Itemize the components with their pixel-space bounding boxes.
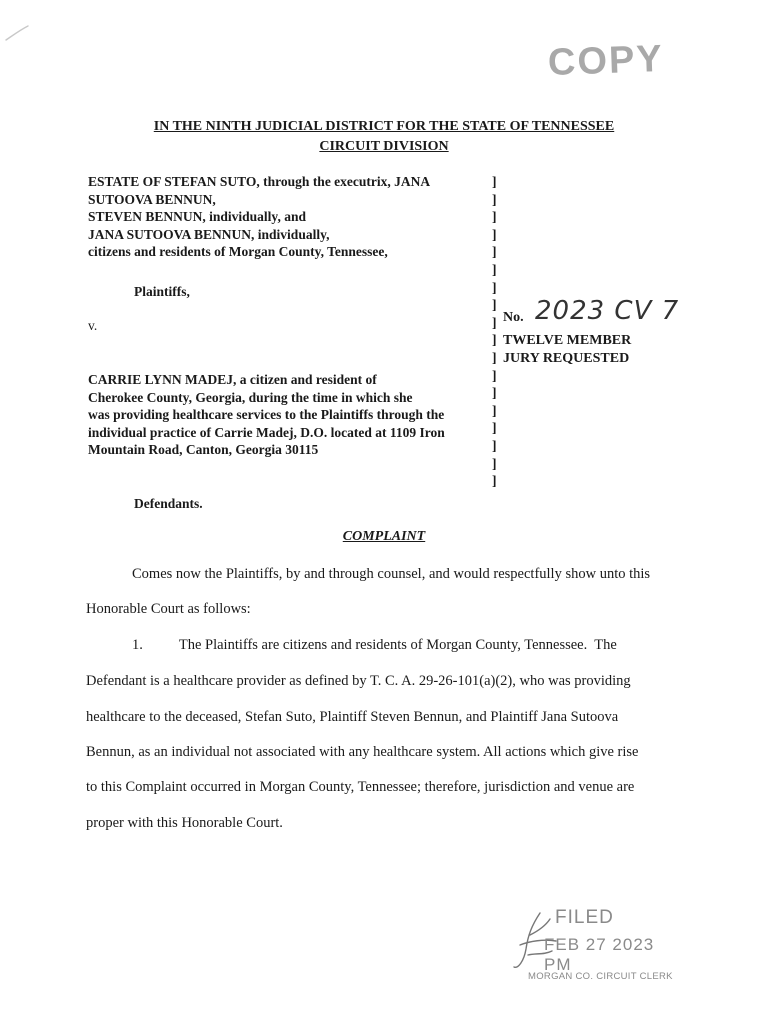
filed-stamp — [510, 905, 680, 995]
plaintiff-line: JANA SUTOOVA BENNUN, individually, — [88, 226, 330, 242]
court-heading: IN THE NINTH JUDICIAL DISTRICT FOR THE STATE OF TENNESSEE — [153, 119, 615, 134]
versus-label: v. — [88, 318, 98, 333]
plaintiff-line: citizens and residents of Morgan County, Tennessee, — [88, 244, 388, 259]
defendant-line: individual practice of Carrie Madej, D.O. located at 1109 Iron — [88, 424, 445, 440]
defendant-line: Cherokee County, Georgia, during the time in which she — [88, 389, 413, 405]
defendants-label: Defendants. — [134, 496, 203, 511]
defendant-line: CARRIE LYNN MADEJ, a citizen and resident of — [88, 372, 377, 387]
plaintiff-line: STEVEN BENNUN, individually, and — [88, 209, 306, 224]
body-line: proper with this Honorable Court. — [86, 815, 283, 831]
defendant-line: Mountain Road, Canton, Georgia 30115 — [88, 442, 319, 457]
copy-stamp: COPY — [547, 37, 665, 85]
body-line: 1. The Plaintiffs are citizens and residents of Morgan County, Tennessee. The — [132, 637, 617, 653]
body-line: Defendant is a healthcare provider as defined by T. C. A. 29-26-101(a)(2), who was providing — [86, 673, 631, 689]
case-number-label: No. — [503, 310, 524, 325]
jury-line: TWELVE MEMBER — [503, 333, 632, 348]
plaintiff-line: SUTOOVA BENNUN, — [88, 191, 216, 207]
complaint-title: COMPLAINT — [342, 529, 426, 544]
body-line: to this Complaint occurred in Morgan County, Tennessee; therefore, jurisdiction and venue are — [86, 779, 635, 795]
court-division: CIRCUIT DIVISION — [319, 139, 449, 154]
case-number-handwritten: 2023 CV 7 — [535, 296, 680, 326]
caption-brackets: ] ] ] ] ] ] ] ] ] ] ] ] ] ] ] ] ] ] — [492, 174, 497, 489]
filed-date: FEB 27 2023 PM — [544, 935, 655, 974]
jury-line: JURY REQUESTED — [503, 351, 630, 366]
filed-word: FILED — [555, 907, 614, 928]
body-line: Bennun, as an individual not associated with any healthcare system. All actions which give rise — [86, 744, 639, 760]
defendant-line: was providing healthcare services to the Plaintiffs through the — [88, 407, 445, 422]
pen-mark-icon — [4, 22, 32, 44]
plaintiff-line: ESTATE OF STEFAN SUTO, through the executrix, JANA — [88, 174, 431, 189]
body-line: Honorable Court as follows: — [86, 601, 251, 617]
filed-clerk: MORGAN CO. CIRCUIT CLERK — [528, 971, 673, 982]
body-line: healthcare to the deceased, Stefan Suto, Plaintiff Steven Bennun, and Plaintiff Jana Sutoova — [86, 709, 619, 725]
plaintiffs-label: Plaintiffs, — [134, 284, 190, 299]
body-line: Comes now the Plaintiffs, by and through counsel, and would respectfully show unto this — [132, 566, 651, 582]
